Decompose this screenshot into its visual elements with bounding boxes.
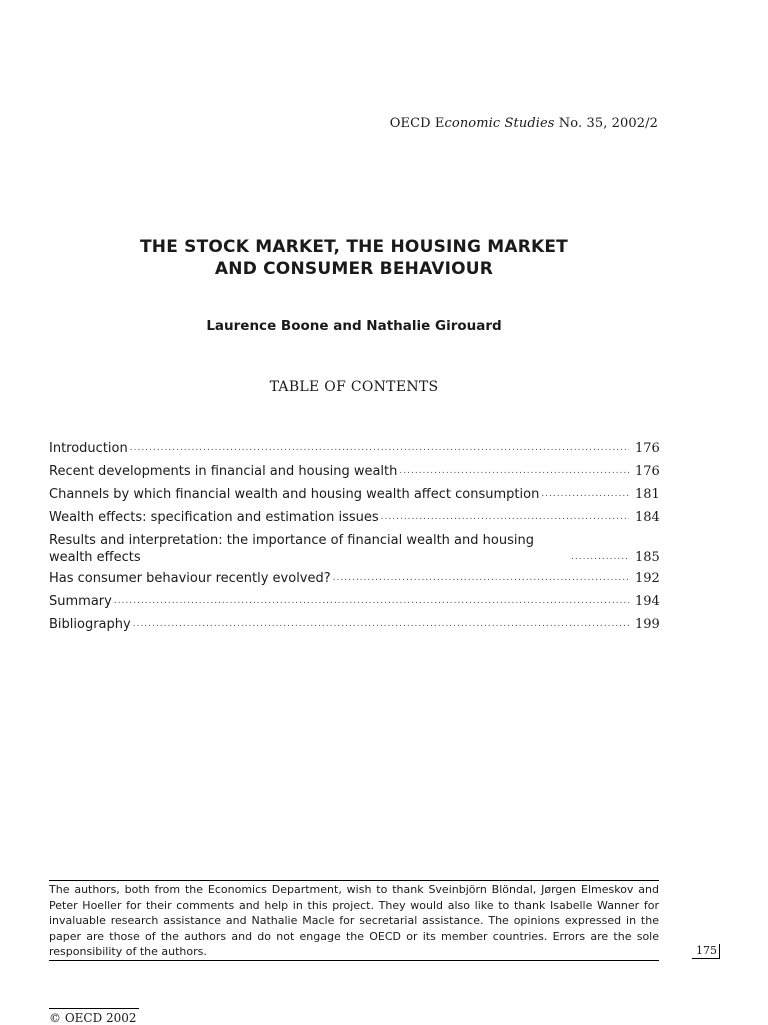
toc-entry-label: Summary [49, 594, 112, 609]
journal-prefix: OECD E [389, 116, 445, 131]
toc-entry [49, 532, 659, 566]
toc-entry-label: Channels by which financial wealth and housing wealth affect consumption [49, 487, 540, 502]
toc-entry-label: Introduction [49, 441, 128, 456]
toc-entry-page: 194 [635, 594, 660, 609]
footnote-divider-top [49, 880, 659, 881]
toc-entry-label: Recent developments in financial and housing wealth [49, 464, 398, 479]
toc-entry [49, 570, 659, 587]
toc-heading: TABLE OF CONTENTS [269, 379, 439, 395]
footnote: The authors, both from the Economics Department, wish to thank Sveinbjörn Blöndal, Jørgen Elmeskov and Peter Hoeller for their comments and help in this project. They would also like to thank Isabelle Wanner for invaluable research assistance and Nathalie Macle for secretarial assistance. The opinions expressed in the paper are those of the authors and do not engage the OECD or its member countries. Errors are the sole responsibility of the authors. [49, 883, 659, 958]
toc-entry-page: 192 [635, 571, 660, 586]
toc-entry [49, 593, 659, 610]
toc-entry-page: 185 [635, 550, 660, 565]
toc-leader-dots [399, 463, 629, 480]
toc-entry-page: 176 [635, 441, 660, 456]
toc-leader-dots [381, 509, 629, 526]
toc-entry [49, 486, 659, 503]
toc-leader-dots [133, 616, 629, 633]
toc-leader-dots [114, 593, 629, 610]
toc-entry [49, 463, 659, 480]
copyright: © OECD 2002 [49, 1011, 137, 1025]
copyright-divider [49, 1008, 139, 1009]
toc-entry-page: 176 [635, 464, 660, 479]
toc-entry [49, 509, 659, 526]
toc-leader-dots [571, 549, 629, 566]
toc-entry [49, 440, 659, 457]
toc-entry-label: Has consumer behaviour recently evolved? [49, 571, 331, 586]
toc-entry-page: 181 [635, 487, 660, 502]
toc-entry [49, 616, 659, 633]
toc-leader-dots [333, 570, 629, 587]
footnote-divider-bottom [49, 960, 659, 961]
title-line-2: AND CONSUMER BEHAVIOUR [214, 259, 494, 279]
toc-entry-label: Wealth effects: specification and estimation issues [49, 510, 379, 525]
toc-leader-dots [130, 440, 629, 457]
journal-citation [390, 116, 658, 131]
toc-entry-label: Bibliography [49, 617, 131, 632]
journal-suffix: No. 35, 2002/2 [554, 116, 658, 131]
toc-leader-dots [541, 486, 629, 503]
toc-entry-page: 184 [635, 510, 660, 525]
toc-entry-label: Results and interpretation: the importance of financial wealth and housing wealth effects [49, 533, 534, 565]
paper-title [0, 236, 708, 280]
journal-italic: conomic Studies [444, 116, 555, 131]
page-number: 175 [692, 944, 720, 959]
title-line-1: THE STOCK MARKET, THE HOUSING MARKET [140, 237, 568, 257]
authors: Laurence Boone and Nathalie Girouard [206, 318, 502, 334]
table-of-contents [49, 440, 659, 639]
toc-entry-page: 199 [635, 617, 660, 632]
